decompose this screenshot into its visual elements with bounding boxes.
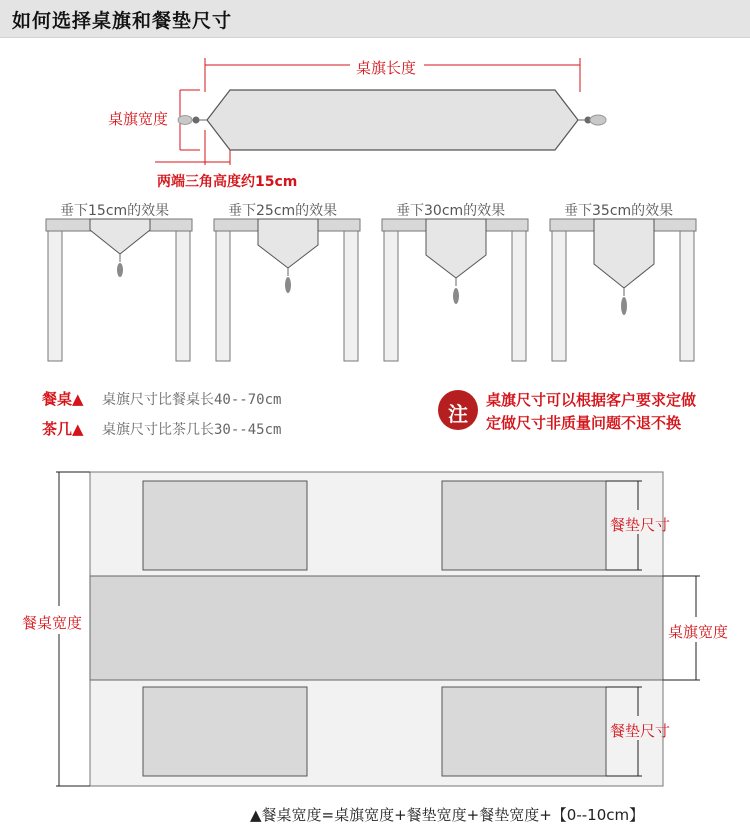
triangle-height-note: 两端三角高度约15cm: [157, 174, 298, 190]
runner-drop: [90, 219, 150, 254]
tassel: [285, 277, 291, 293]
note-line-1: 桌旗尺寸可以根据客户要求定做: [486, 391, 697, 409]
tassel: [117, 263, 123, 277]
drop-effect-1: [46, 219, 192, 361]
page-title: 如何选择桌旗和餐垫尺寸: [12, 10, 233, 32]
runner-drop: [426, 219, 486, 278]
runner-length-label: 桌旗长度: [356, 59, 417, 77]
left-tassel: [178, 116, 207, 125]
drop-30-label: 垂下30cm的效果: [396, 203, 506, 219]
tassel: [453, 288, 459, 304]
drop-effect-3: [382, 219, 528, 361]
runner-width-label-bottom: 桌旗宽度: [668, 623, 729, 641]
coffee-table-rule-name: 茶几▲: [42, 420, 84, 438]
place-mat-top-left: [143, 481, 307, 570]
tassel: [621, 297, 627, 315]
table-runner-shape: [207, 90, 578, 150]
table-width-label: 餐桌宽度: [22, 614, 83, 632]
table-leg-left: [384, 231, 398, 361]
table-leg-right: [680, 231, 694, 361]
table-leg-right: [176, 231, 190, 361]
right-tassel: [578, 115, 606, 125]
runner-drop: [258, 219, 318, 268]
table-runner-band: [90, 576, 663, 680]
table-leg-left: [216, 231, 230, 361]
drop-effect-4: [550, 219, 696, 361]
runner-drop: [594, 219, 654, 288]
coffee-table-rule-text: 桌旗尺寸比茶几长30--45cm: [102, 422, 282, 438]
drop-25-label: 垂下25cm的效果: [228, 203, 338, 219]
dining-table-rule-text: 桌旗尺寸比餐桌长40--70cm: [102, 392, 282, 408]
mat-size-label-bottom: 餐垫尺寸: [610, 722, 671, 740]
drop-15-label: 垂下15cm的效果: [60, 203, 170, 219]
place-mat-bottom-right: [442, 687, 606, 776]
table-leg-right: [512, 231, 526, 361]
width-formula: ▲餐桌宽度=桌旗宽度+餐垫宽度+餐垫宽度+【0--10cm】: [250, 806, 645, 824]
place-mat-top-right: [442, 481, 606, 570]
drop-effect-2: [214, 219, 360, 361]
table-leg-left: [552, 231, 566, 361]
mat-size-label-top: 餐垫尺寸: [610, 516, 671, 534]
table-leg-left: [48, 231, 62, 361]
runner-width-label: 桌旗宽度: [108, 110, 169, 128]
place-mat-bottom-left: [143, 687, 307, 776]
dining-table-rule-name: 餐桌▲: [42, 390, 84, 408]
note-badge-text: 注: [448, 402, 468, 426]
table-leg-right: [344, 231, 358, 361]
table-layout-diagram: [56, 472, 700, 786]
drop-35-label: 垂下35cm的效果: [564, 203, 674, 219]
note-line-2: 定做尺寸非质量问题不退不换: [486, 414, 682, 432]
